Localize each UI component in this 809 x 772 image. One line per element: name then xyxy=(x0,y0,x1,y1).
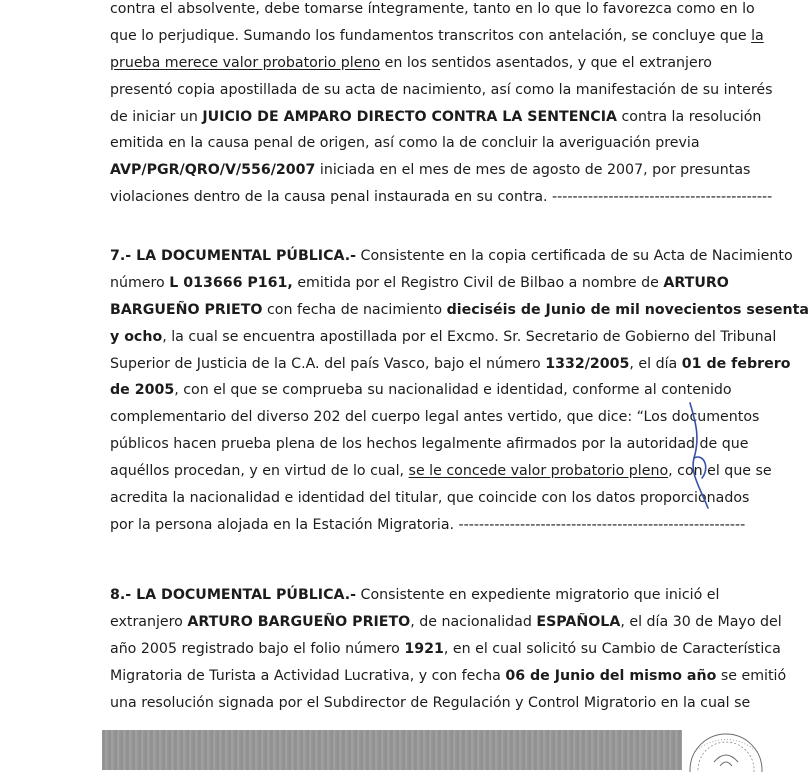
pen-mark-icon xyxy=(660,398,720,518)
text-line: por la persona alojada en la Estación Migratoria. -------------------------------------------------------- xyxy=(110,516,746,533)
paragraph-intro xyxy=(110,0,773,211)
text-line: contra el absolvente, debe tomarse íntegramente, tanto en lo que lo favorezca como en lo xyxy=(110,1,755,17)
bold-text: dieciséis de Junio de mil novecientos sesenta xyxy=(446,301,809,318)
text-line xyxy=(110,636,781,663)
text-span: , con el que se xyxy=(668,463,772,480)
text-span: , con el que se comprueba su nacionalidad e identidad, conforme al contenido xyxy=(174,382,732,399)
bold-text: 01 de febrero xyxy=(681,355,791,372)
text-span: año 2005 registrado bajo el folio número xyxy=(110,640,405,657)
bold-text: ESPAÑOLA xyxy=(536,613,621,630)
paragraph-8 xyxy=(110,582,787,716)
text-line xyxy=(110,609,782,636)
text-span: número xyxy=(110,274,170,291)
bold-text: 06 de Junio del mismo año xyxy=(505,667,717,684)
bold-text: ARTURO BARGUEÑO PRIETO xyxy=(187,613,411,630)
text-line: acredita la nacionalidad e identidad del titular, que coincide con los datos proporcionados xyxy=(110,490,750,507)
text-line xyxy=(110,582,720,609)
bold-text: L 013666 P161, xyxy=(169,274,293,291)
text-span: Migratoria de Turista a Actividad Lucrativa, y con fecha xyxy=(110,667,506,684)
text-line: públicos hacen prueba plena de los hechos legalmente afirmados por la autoridad de que xyxy=(110,436,749,453)
bold-text: de 2005 xyxy=(110,382,175,399)
text-line: una resolución signada por el Subdirector de Regulación y Control Migratorio en la cual se xyxy=(110,694,751,711)
text-line xyxy=(110,270,729,297)
bold-text: BARGUEÑO PRIETO xyxy=(110,301,263,318)
paragraph-7 xyxy=(110,243,809,539)
text-line xyxy=(110,50,712,77)
text-line xyxy=(110,377,732,404)
underlined-text: se le concede valor probatorio pleno xyxy=(408,463,669,480)
text-span: se emitió xyxy=(716,667,787,684)
bold-text: JUICIO DE AMPARO DIRECTO CONTRA LA SENTENCIA xyxy=(202,108,617,125)
text-span: con fecha de nacimiento xyxy=(262,301,447,318)
text-line: presentó copia apostillada de su acta de nacimiento, así como la manifestación de su interés xyxy=(110,81,773,98)
text-span: , el día 30 de Mayo del xyxy=(620,613,782,630)
text-line: violaciones dentro de la causa penal instaurada en su contra. ------------------------------------------- xyxy=(110,189,773,206)
text-span: Superior de Justicia de la C.A. del país Vasco, bajo el número xyxy=(110,355,546,372)
text-line xyxy=(110,324,777,351)
bold-text: 1332/2005 xyxy=(545,355,630,372)
underlined-text: prueba merece valor probatorio pleno xyxy=(110,54,381,71)
text-line: emitida en la causa penal de origen, así como la de concluir la averiguación previa xyxy=(110,135,700,152)
text-span: , la cual se encuentra apostillada por el Excmo. Sr. Secretario de Gobierno del Tribunal xyxy=(162,328,777,345)
text-line xyxy=(110,458,772,485)
text-line: de iniciar un JUICIO DE AMPARO DIRECTO CONTRA LA SENTENCIA contra la resolución xyxy=(110,108,762,125)
text-line xyxy=(110,23,764,50)
text-span: emitida por el Registro Civil de Bilbao a nombre de xyxy=(292,274,664,291)
text-line xyxy=(110,351,791,378)
underlined-text: la xyxy=(751,27,764,44)
text-span: Consistente en expediente migratorio que inició el xyxy=(356,587,720,603)
text-span: Consistente en la copia certificada de su Acta de Nacimiento xyxy=(356,248,793,264)
text-line xyxy=(110,297,809,324)
text-span: aquéllos procedan, y en virtud de lo cual, xyxy=(110,463,409,480)
official-seal-icon xyxy=(684,722,768,772)
bold-text: ARTURO xyxy=(663,274,729,291)
section-heading: 7.- LA DOCUMENTAL PÚBLICA.- xyxy=(110,248,357,264)
text-span: , el día xyxy=(629,355,682,372)
text-line xyxy=(110,243,793,270)
text-span: , en el cual solicitó su Cambio de Característica xyxy=(443,640,781,657)
text-span: extranjero xyxy=(110,613,188,630)
text-span: que lo perjudique. Sumando los fundamentos transcritos con antelación, se concluye que xyxy=(110,27,747,44)
bold-text: y ocho xyxy=(110,328,163,345)
text-line: complementario del diverso 202 del cuerpo legal antes vertido, que dice: “Los documentos xyxy=(110,409,760,426)
bold-text: 1921 xyxy=(404,640,444,657)
section-heading: 8.- LA DOCUMENTAL PÚBLICA.- xyxy=(110,587,357,603)
bold-text: AVP/PGR/QRO/V/556/2007 xyxy=(110,162,316,179)
text-span: , de nacionalidad xyxy=(410,613,537,630)
text-line xyxy=(110,663,787,690)
stamp-band xyxy=(102,730,682,770)
text-line: AVP/PGR/QRO/V/556/2007 iniciada en el mes de mes de agosto de 2007, por presuntas xyxy=(110,162,751,179)
text-span: en los sentidos asentados, y que el extranjero xyxy=(380,54,712,71)
